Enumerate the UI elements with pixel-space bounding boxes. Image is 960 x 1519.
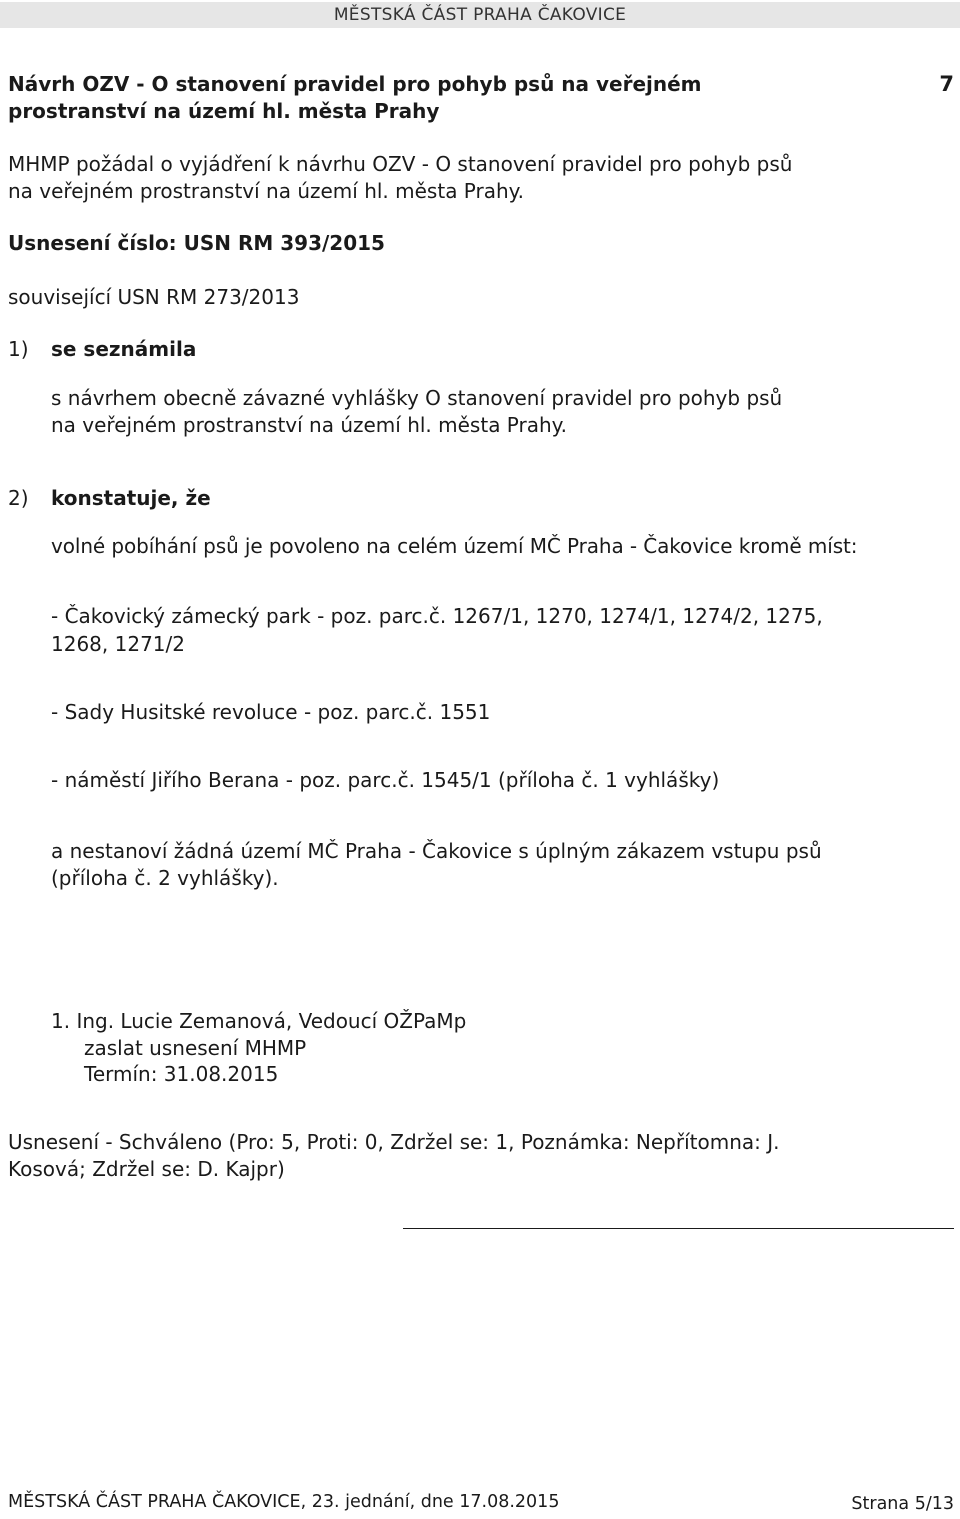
- vote-result-line-1: Usnesení - Schváleno (Pro: 5, Proti: 0, Zdržel se: 1, Poznámka: Nepřítomna: J.: [8, 1130, 780, 1154]
- item-description-line-1: MHMP požádal o vyjádření k návrhu OZV - O stanovení pravidel pro pohyb psů: [8, 152, 793, 176]
- place-1-line-2: 1268, 1271/2: [51, 632, 185, 656]
- point-1-marker: 1): [8, 337, 29, 361]
- point-1-text-line-2: na veřejném prostranství na území hl. města Prahy.: [51, 413, 568, 437]
- item-title-line-2: prostranství na území hl. města Prahy: [8, 99, 440, 123]
- point-2-intro: volné pobíhání psů je povoleno na celém území MČ Praha - Čakovice kromě míst:: [51, 534, 858, 558]
- vote-result-line-2: Kosová; Zdržel se: D. Kajpr): [8, 1157, 285, 1181]
- footer-meeting: MĚSTSKÁ ČÁST PRAHA ČAKOVICE, 23. jednání, dne 17.08.2015: [8, 1492, 560, 1512]
- item-title-line-1: Návrh OZV - O stanovení pravidel pro pohyb psů na veřejném: [8, 72, 702, 96]
- item-description-line-2: na veřejném prostranství na území hl. města Prahy.: [8, 179, 525, 203]
- point-1-verb: se seznámila: [51, 337, 197, 361]
- point-1-text-line-1: s návrhem obecně závazné vyhlášky O stanovení pravidel pro pohyb psů: [51, 386, 783, 410]
- place-2: - Sady Husitské revoluce - poz. parc.č. 1551: [51, 700, 491, 724]
- running-header: MĚSTSKÁ ČÁST PRAHA ČAKOVICE: [0, 2, 960, 28]
- point-2-marker: 2): [8, 486, 29, 510]
- task-assignee: 1. Ing. Lucie Zemanová, Vedoucí OŽPaMp: [51, 1009, 467, 1033]
- point-2-closing-line-2: (příloha č. 2 vyhlášky).: [51, 866, 279, 890]
- place-1-line-1: - Čakovický zámecký park - poz. parc.č. 1267/1, 1270, 1274/1, 1274/2, 1275,: [51, 604, 823, 628]
- separator-rule: [403, 1228, 954, 1229]
- point-2-verb: konstatuje, že: [51, 486, 211, 510]
- item-number: 7: [939, 72, 954, 96]
- place-3: - náměstí Jiřího Berana - poz. parc.č. 1545/1 (příloha č. 1 vyhlášky): [51, 768, 720, 792]
- related-resolution: související USN RM 273/2013: [8, 285, 300, 309]
- point-2-closing-line-1: a nestanoví žádná území MČ Praha - Čakovice s úplným zákazem vstupu psů: [51, 839, 822, 863]
- task-deadline: Termín: 31.08.2015: [84, 1062, 279, 1086]
- task-action: zaslat usnesení MHMP: [84, 1036, 307, 1060]
- resolution-number: Usnesení číslo: USN RM 393/2015: [8, 231, 385, 255]
- footer-page-number: Strana 5/13: [851, 1494, 954, 1514]
